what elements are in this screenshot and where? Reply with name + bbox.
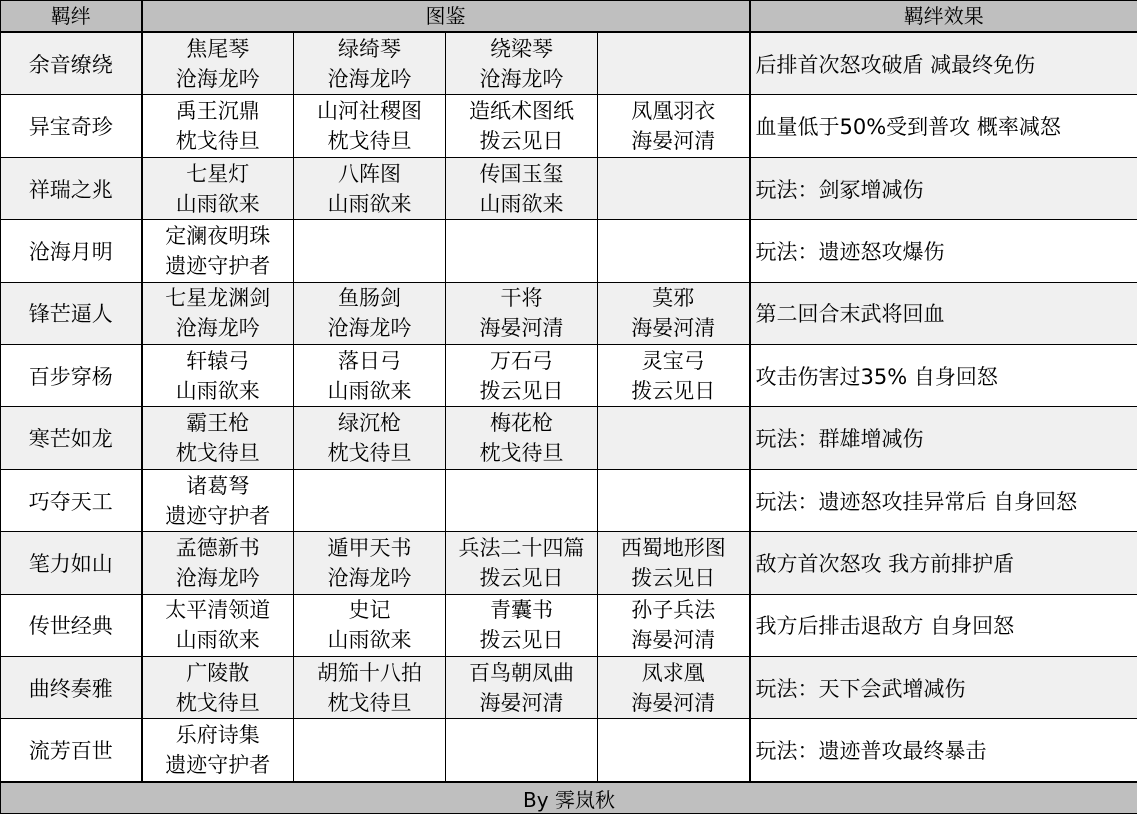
bond-row (1, 220, 1137, 282)
item-name: 鱼肠剑 (338, 286, 401, 311)
atlas-item (142, 157, 294, 219)
item-name: 诸葛弩 (186, 473, 250, 498)
atlas-item (446, 32, 598, 95)
item-name: 焦尾琴 (186, 36, 250, 61)
header-atlas: 图鉴 (142, 1, 750, 33)
atlas-item (294, 220, 446, 282)
atlas-item (598, 220, 750, 282)
item-source: 山雨欲来 (327, 628, 412, 653)
bond-row (1, 345, 1137, 407)
item-name: 万石弓 (490, 348, 553, 373)
bond-effect: 玩法：遗迹怒攻爆伤 (750, 220, 1137, 282)
item-name: 落日弓 (338, 348, 401, 373)
item-name: 太平清领道 (165, 598, 271, 623)
item-name: 灵宝弓 (641, 348, 705, 373)
header-row (1, 1, 1137, 33)
item-source: 山雨欲来 (175, 628, 260, 653)
item-source: 海晏河清 (631, 628, 716, 653)
bond-name: 寒芒如龙 (1, 407, 142, 469)
item-source: 沧海龙吟 (175, 316, 260, 341)
item-name: 凤凰羽衣 (631, 99, 716, 124)
item-source: 遗迹守护者 (165, 253, 271, 278)
item-name: 八阵图 (338, 161, 401, 186)
atlas-item (446, 469, 598, 531)
atlas-item (598, 719, 750, 782)
bond-row (1, 657, 1137, 719)
item-name: 梅花枪 (490, 411, 553, 436)
atlas-item (294, 157, 446, 219)
atlas-item (142, 719, 294, 782)
item-source: 山雨欲来 (175, 378, 260, 403)
atlas-item (446, 532, 598, 594)
atlas-item (142, 220, 294, 282)
bond-effect: 玩法：天下会武增减伤 (750, 657, 1137, 719)
credit-footer: By 霁岚秋 (1, 782, 1137, 814)
item-name: 绿沉枪 (338, 411, 401, 436)
item-name: 乐府诗集 (175, 723, 260, 748)
atlas-item (142, 657, 294, 719)
atlas-item (446, 657, 598, 719)
item-name: 青囊书 (490, 598, 553, 623)
bond-effect: 玩法：剑冢增减伤 (750, 157, 1137, 219)
item-source: 海晏河清 (631, 129, 716, 154)
item-source: 沧海龙吟 (479, 66, 564, 91)
atlas-item (142, 407, 294, 469)
bond-effect: 血量低于50%受到普攻 概率减怒 (750, 95, 1137, 157)
atlas-item (294, 282, 446, 344)
item-name: 西蜀地形图 (620, 535, 726, 560)
atlas-item (294, 32, 446, 95)
item-source: 山雨欲来 (327, 191, 412, 216)
bond-name: 异宝奇珍 (1, 95, 142, 157)
item-name: 史记 (348, 598, 391, 623)
bond-row (1, 282, 1137, 344)
atlas-item (598, 95, 750, 157)
item-source: 拨云见日 (479, 565, 564, 590)
bond-name: 百步穿杨 (1, 345, 142, 407)
item-source: 遗迹守护者 (165, 503, 271, 528)
item-name: 遁甲天书 (327, 535, 412, 560)
atlas-item (598, 657, 750, 719)
item-source: 沧海龙吟 (327, 316, 412, 341)
item-source: 山雨欲来 (327, 378, 412, 403)
item-source: 海晏河清 (631, 690, 716, 715)
item-source: 沧海龙吟 (327, 565, 412, 590)
item-source: 拨云见日 (631, 378, 716, 403)
bond-name: 流芳百世 (1, 719, 142, 782)
item-name: 禹王沉鼎 (175, 99, 260, 124)
item-name: 兵法二十四篇 (458, 535, 585, 560)
bond-row (1, 594, 1137, 656)
header-effect: 羁绊效果 (750, 1, 1137, 33)
atlas-item (446, 594, 598, 656)
atlas-item (446, 220, 598, 282)
bond-name: 巧夺天工 (1, 469, 142, 531)
atlas-item (446, 282, 598, 344)
bond-name: 锋芒逼人 (1, 282, 142, 344)
item-source: 遗迹守护者 (165, 753, 271, 778)
item-source: 枕戈待旦 (175, 129, 260, 154)
item-name: 凤求凰 (641, 660, 705, 685)
item-source: 拨云见日 (631, 565, 716, 590)
item-source: 枕戈待旦 (327, 129, 412, 154)
atlas-item (294, 95, 446, 157)
item-name: 干将 (500, 286, 543, 311)
item-source: 沧海龙吟 (327, 66, 412, 91)
bond-effect: 敌方首次怒攻 我方前排护盾 (750, 532, 1137, 594)
bond-name: 笔力如山 (1, 532, 142, 594)
bond-row (1, 157, 1137, 219)
item-name: 孙子兵法 (631, 598, 716, 623)
atlas-item (446, 407, 598, 469)
atlas-item (598, 469, 750, 531)
footer-row (1, 782, 1137, 814)
item-source: 山雨欲来 (479, 191, 564, 216)
atlas-item (294, 594, 446, 656)
atlas-item (598, 32, 750, 95)
item-name: 定澜夜明珠 (165, 223, 271, 248)
bond-effect: 攻击伤害过35% 自身回怒 (750, 345, 1137, 407)
atlas-item (294, 532, 446, 594)
atlas-item (142, 594, 294, 656)
item-name: 轩辕弓 (186, 348, 250, 373)
item-source: 枕戈待旦 (175, 690, 260, 715)
bond-name: 沧海月明 (1, 220, 142, 282)
atlas-item (294, 345, 446, 407)
item-source: 拨云见日 (479, 378, 564, 403)
item-name: 造纸术图纸 (469, 99, 574, 124)
bond-effect: 第二回合末武将回血 (750, 282, 1137, 344)
bond-effect: 玩法：群雄增减伤 (750, 407, 1137, 469)
atlas-item (142, 469, 294, 531)
item-name: 孟德新书 (175, 535, 260, 560)
atlas-item (142, 532, 294, 594)
atlas-item (294, 469, 446, 531)
atlas-item (598, 532, 750, 594)
bond-effect: 我方后排击退敌方 自身回怒 (750, 594, 1137, 656)
bond-effect: 后排首次怒攻破盾 减最终免伤 (750, 32, 1137, 95)
item-name: 七星龙渊剑 (165, 286, 271, 311)
table-body (1, 32, 1137, 782)
bond-effect: 玩法：遗迹普攻最终暴击 (750, 719, 1137, 782)
bond-name: 曲终奏雅 (1, 657, 142, 719)
atlas-item (142, 345, 294, 407)
item-source: 海晏河清 (631, 316, 716, 341)
atlas-item (294, 407, 446, 469)
item-source: 枕戈待旦 (327, 690, 412, 715)
atlas-item (446, 157, 598, 219)
item-source: 海晏河清 (479, 316, 564, 341)
atlas-item (446, 95, 598, 157)
item-name: 胡笳十八拍 (317, 660, 422, 685)
header-bond: 羁绊 (1, 1, 142, 33)
atlas-item (446, 345, 598, 407)
atlas-item (446, 719, 598, 782)
item-name: 七星灯 (186, 161, 250, 186)
bond-row (1, 407, 1137, 469)
atlas-item (142, 282, 294, 344)
bond-name: 余音缭绕 (1, 32, 142, 95)
bond-row (1, 95, 1137, 157)
bond-row (1, 32, 1137, 95)
item-name: 百鸟朝凤曲 (469, 660, 574, 685)
item-name: 莫邪 (652, 286, 695, 311)
atlas-item (294, 657, 446, 719)
atlas-item (294, 719, 446, 782)
atlas-item (598, 594, 750, 656)
item-name: 绕梁琴 (490, 36, 553, 61)
item-name: 霸王枪 (186, 411, 250, 436)
atlas-item (598, 407, 750, 469)
bond-row (1, 719, 1137, 782)
atlas-item (142, 32, 294, 95)
bond-row (1, 532, 1137, 594)
bond-name: 祥瑞之兆 (1, 157, 142, 219)
item-source: 拨云见日 (479, 628, 564, 653)
item-source: 山雨欲来 (175, 191, 260, 216)
item-source: 海晏河清 (479, 690, 564, 715)
item-name: 山河社稷图 (317, 99, 422, 124)
item-source: 枕戈待旦 (327, 441, 412, 466)
item-name: 绿绮琴 (338, 36, 401, 61)
atlas-item (598, 345, 750, 407)
atlas-item (598, 157, 750, 219)
item-source: 枕戈待旦 (479, 441, 564, 466)
bond-row (1, 469, 1137, 531)
item-source: 沧海龙吟 (175, 66, 260, 91)
bond-effect: 玩法：遗迹怒攻挂异常后 自身回怒 (750, 469, 1137, 531)
item-source: 拨云见日 (479, 129, 564, 154)
item-name: 广陵散 (186, 660, 250, 685)
bond-name: 传世经典 (1, 594, 142, 656)
atlas-item (142, 95, 294, 157)
item-name: 传国玉玺 (479, 161, 564, 186)
atlas-item (598, 282, 750, 344)
item-source: 枕戈待旦 (175, 441, 260, 466)
item-source: 沧海龙吟 (175, 565, 260, 590)
